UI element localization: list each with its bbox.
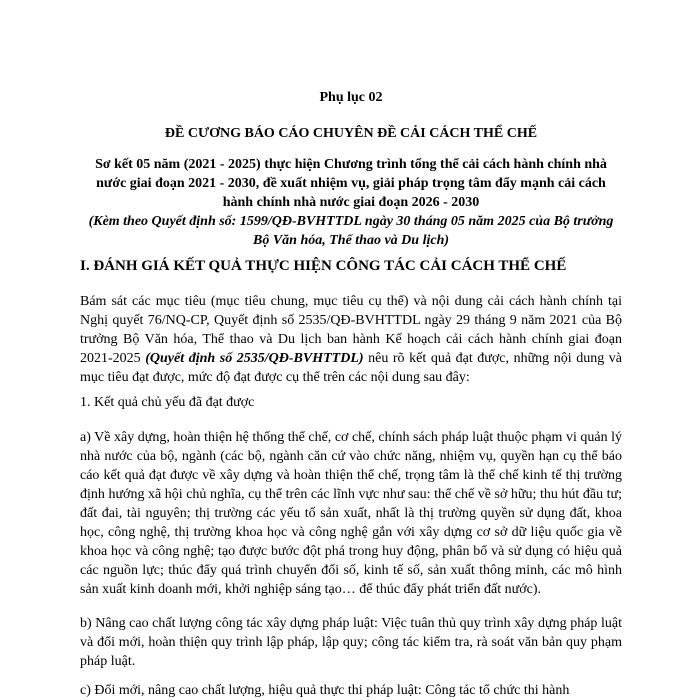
paragraph-b: b) Nâng cao chất lượng công tác xây dựng pháp luật: Việc tuân thủ quy trình xây dựng pháp luật và đổi mới, hoàn thiện quy trình lập pháp, lập quy; công tác kiểm tra, rà soát văn bản quy phạm pháp luật. — [80, 616, 622, 669]
subsection-heading: 1. Kết quả chủ yếu đã đạt được — [80, 395, 255, 410]
document-title: ĐỀ CƯƠNG BÁO CÁO CHUYÊN ĐỀ CẢI CÁCH THỂ CHẾ — [164, 126, 538, 141]
intro-paragraph — [80, 292, 622, 387]
attachment-note: (Kèm theo Quyết định số: 1599/QĐ-BVHTTDL ngày 30 tháng 05 năm 2025 của Bộ trưởng Bộ Văn hóa, Thể thao và Du lịch) — [88, 214, 614, 248]
intro-text-after: nêu rõ kết quả đạt được, những nội dung và mục tiêu đạt được, mức độ đạt được cụ thể trên các nội dung sau đây: — [80, 351, 622, 385]
intro-text-before: Bám sát các mục tiêu (mục tiêu chung, mục tiêu cụ thể) và nội dung cải cách hành chính tại Nghị quyết 76/NQ-CP, Quyết định số 2535/QĐ-BVHTTDL ngày 29 tháng 9 năm 2021 của Bộ trưởng Bộ Văn hóa, Thể thao và Du lịch ban hành Kế hoạch cải cách hành chính giai đoạn 2021-2025 — [80, 294, 622, 366]
paragraph-a: a) Về xây dựng, hoàn thiện hệ thống thể chế, cơ chế, chính sách pháp luật thuộc phạm vi quản lý nhà nước của bộ, ngành (các bộ, ngành căn cứ vào chức năng, nhiệm vụ, quyền hạn cụ thể báo cáo kết quả đạt được về xây dựng và hoàn thiện thể chế, trọng tâm là thể chế kinh tế thị trường định hướng xã hội chủ nghĩa, cụ thể trên các lĩnh vực như sau: thể chế về sở hữu; thu hút đầu tư; đất đai, tài nguyên; thị trường các yếu tố sản xuất, nhất là thị trường quyền sử dụng đất, khoa học, công nghệ, thị trường khoa học và công nghệ gắn với xây dựng cơ sở dữ liệu quốc gia về khoa học và công nghệ; tạo được bước đột phá trong huy động, phân bổ và sử dụng có hiệu quả các nguồn lực; thúc đẩy quá trình chuyển đổi số, kinh tế số, sản xuất thông minh, các mô hình sản xuất kinh doanh mới, khởi nghiệp sáng tạo… để thúc đẩy phát triển đất nước). — [80, 430, 622, 597]
paragraph-c: c) Đổi mới, nâng cao chất lượng, hiệu quả thực thi pháp luật: Công tác tổ chức thi hành — [80, 683, 570, 698]
document-subtitle: Sơ kết 05 năm (2021 - 2025) thực hiện Chương trình tổng thể cải cách hành chính nhà nước giai đoạn 2021 - 2030, đề xuất nhiệm vụ, giải pháp trọng tâm đẩy mạnh cải cách hành chính nhà nước giai đoạn 2026 - 2030 — [95, 157, 607, 210]
appendix-label: Phụ lục 02 — [319, 90, 383, 105]
section-heading: I. ĐÁNH GIÁ KẾT QUẢ THỰC HIỆN CÔNG TÁC CẢI CÁCH THỂ CHẾ — [80, 258, 567, 274]
intro-decision-reference: (Quyết định số 2535/QĐ-BVHTTDL) — [145, 351, 364, 366]
